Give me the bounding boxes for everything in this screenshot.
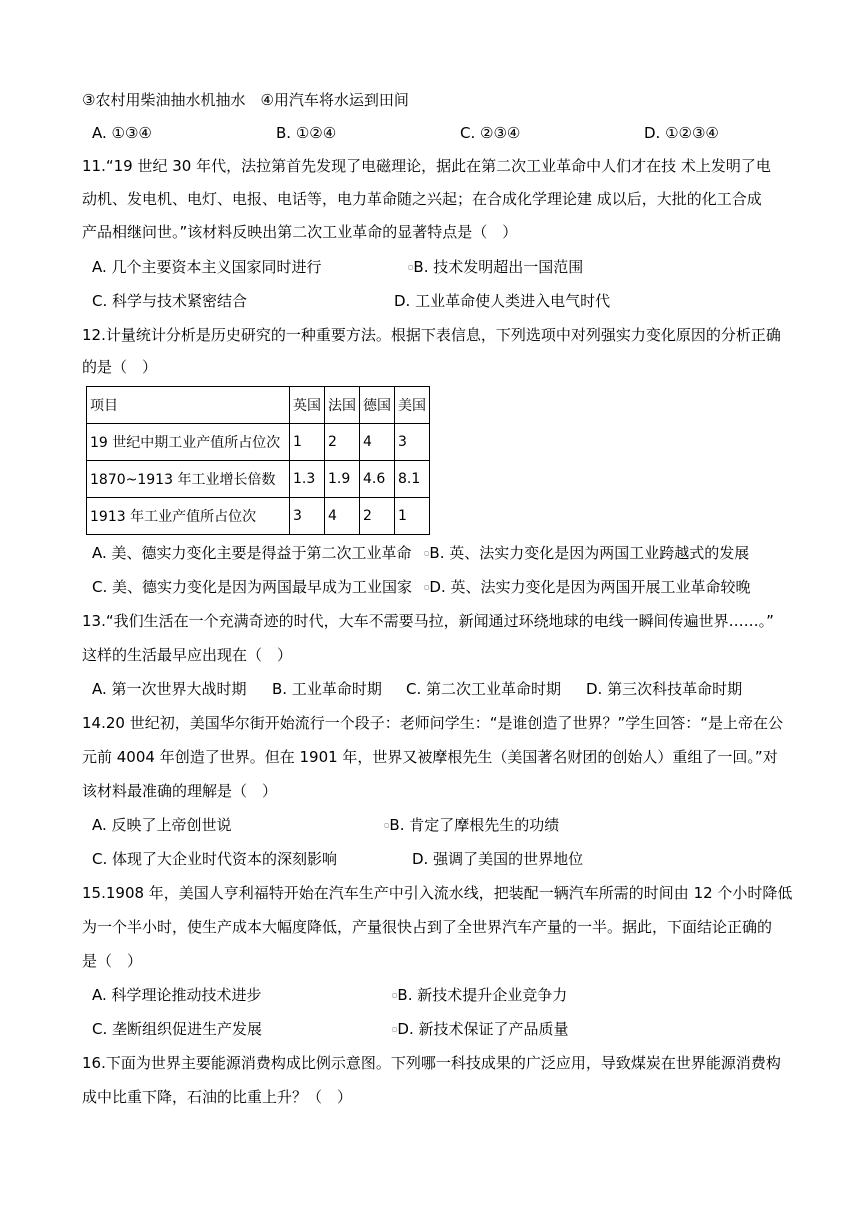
q15-stem-line-1: 15.1908 年，美国人亨利福特开始在汽车生产中引入流水线，把装配一辆汽车所需的时间由 12 个小时降低 (82, 884, 793, 902)
q14-option-c[interactable]: C. 体现了大企业时代资本的深刻影响 (92, 850, 338, 868)
table-cell: 19 世纪中期工业产值所占位次 (87, 424, 290, 461)
q11-stem-line-3: 产品相继问世。”该材料反映出第二次工业革命的显著特点是（ ） (82, 223, 518, 241)
table-header-cell: 法国 (325, 387, 360, 424)
q13-option-a[interactable]: A. 第一次世界大战时期 (92, 680, 247, 698)
table-header-cell: 美国 (395, 387, 430, 424)
q13-option-b[interactable]: B. 工业革命时期 (272, 680, 382, 698)
option-marker-icon: ▫ (424, 548, 430, 558)
q15-option-b[interactable]: ▫B. 新技术提升企业竞争力 (392, 986, 568, 1004)
option-marker-icon: ▫ (384, 820, 390, 830)
table-cell: 3 (290, 498, 325, 535)
option-marker-icon: ▫ (408, 262, 414, 272)
q11-option-d[interactable]: D. 工业革命使人类进入电气时代 (394, 292, 611, 310)
q10-option-d[interactable]: D. ①②③④ (644, 124, 719, 142)
table-row (87, 424, 430, 461)
q12-option-b[interactable]: ▫B. 英、法实力变化是因为两国工业跨越式的发展 (424, 544, 750, 562)
table-cell: 4.6 (360, 461, 395, 498)
q11-option-a[interactable]: A. 几个主要资本主义国家同时进行 (92, 258, 322, 276)
table-cell: 1 (395, 498, 430, 535)
q10-option-c[interactable]: C. ②③④ (460, 124, 521, 142)
q12-stem-line-2: 的是（ ） (82, 358, 158, 376)
table-cell: 3 (395, 424, 430, 461)
table-header-row (87, 387, 430, 424)
q13-stem-line-1: 13.“我们生活在一个充满奇迹的时代，大车不需要马拉，新闻通过环绕地球的电线一瞬间传遍世界……。” (82, 612, 774, 630)
table-cell: 8.1 (395, 461, 430, 498)
table-row (87, 461, 430, 498)
option-marker-icon: ▫ (392, 1024, 398, 1034)
table-header-cell: 项目 (87, 387, 290, 424)
q14-stem-line-1: 14.20 世纪初，美国华尔街开始流行一个段子：老师问学生：“是谁创造了世界？”学生回答：“是上帝在公 (82, 714, 784, 732)
table-cell: 1.9 (325, 461, 360, 498)
table-cell: 2 (325, 424, 360, 461)
table-cell: 1913 年工业产值所占位次 (87, 498, 290, 535)
q16-stem-line-1: 16.下面为世界主要能源消费构成比例示意图。下列哪一科技成果的广泛应用，导致煤炭在世界能源消费构 (82, 1054, 781, 1072)
q14-option-b[interactable]: ▫B. 肯定了摩根先生的功绩 (384, 816, 560, 834)
q11-stem-line-1: 11.“19 世纪 30 年代，法拉第首先发现了电磁理论，据此在第二次工业革命中人们才在技 术上发明了电 (82, 157, 771, 175)
q15-option-a[interactable]: A. 科学理论推动技术进步 (92, 986, 262, 1004)
table-cell: 1.3 (290, 461, 325, 498)
q12-stem-line-1: 12.计量统计分析是历史研究的一种重要方法。根据下表信息，下列选项中对列强实力变化原因的分析正确 (82, 326, 781, 344)
table-cell: 4 (325, 498, 360, 535)
table-header-cell: 英国 (290, 387, 325, 424)
q10-statement-line: ③农村用柴油抽水机抽水 ④用汽车将水运到田间 (82, 91, 409, 109)
option-marker-icon: ▫ (392, 990, 398, 1000)
q14-stem-line-2: 元前 4004 年创造了世界。但在 1901 年，世界又被摩根先生（美国著名财团的创始人）重组了一回。”对 (82, 748, 778, 766)
table-header-cell: 德国 (360, 387, 395, 424)
q15-stem-line-2: 为一个半小时，使生产成本大幅度降低，产量很快占到了全世界汽车产量的一半。据此，下面结论正确的 (82, 918, 773, 936)
table-cell: 4 (360, 424, 395, 461)
q14-stem-line-3: 该材料最准确的理解是（ ） (82, 782, 278, 800)
q13-stem-line-2: 这样的生活最早应出现在（ ） (82, 646, 293, 664)
industry-data-table (86, 386, 430, 535)
q11-option-b[interactable]: ▫B. 技术发明超出一国范围 (408, 258, 584, 276)
q16-stem-line-2: 成中比重下降，石油的比重上升？（ ） (82, 1088, 353, 1106)
q11-stem-line-2: 动机、发电机、电灯、电报、电话等，电力革命随之兴起；在合成化学理论建 成以后，大批的化工合成 (82, 190, 762, 208)
q12-option-a[interactable]: A. 美、德实力变化主要是得益于第二次工业革命 (92, 544, 412, 562)
q15-stem-line-3: 是（ ） (82, 952, 143, 970)
table-cell: 1 (290, 424, 325, 461)
q13-option-d[interactable]: D. 第三次科技革命时期 (586, 680, 743, 698)
q13-option-c[interactable]: C. 第二次工业革命时期 (406, 680, 562, 698)
q11-option-c[interactable]: C. 科学与技术紧密结合 (92, 292, 248, 310)
q14-option-a[interactable]: A. 反映了上帝创世说 (92, 816, 232, 834)
q12-option-d[interactable]: ▫D. 英、法实力变化是因为两国开展工业革命较晚 (424, 578, 751, 596)
q12-option-c[interactable]: C. 美、德实力变化是因为两国最早成为工业国家 (92, 578, 413, 596)
table-row (87, 498, 430, 535)
option-marker-icon: ▫ (424, 582, 430, 592)
q10-option-b[interactable]: B. ①②④ (276, 124, 337, 142)
q15-option-d[interactable]: ▫D. 新技术保证了产品质量 (392, 1020, 569, 1038)
table-cell: 2 (360, 498, 395, 535)
table-cell: 1870~1913 年工业增长倍数 (87, 461, 290, 498)
q15-option-c[interactable]: C. 垄断组织促进生产发展 (92, 1020, 263, 1038)
q14-option-d[interactable]: D. 强调了美国的世界地位 (412, 850, 584, 868)
q10-option-a[interactable]: A. ①③④ (92, 124, 152, 142)
